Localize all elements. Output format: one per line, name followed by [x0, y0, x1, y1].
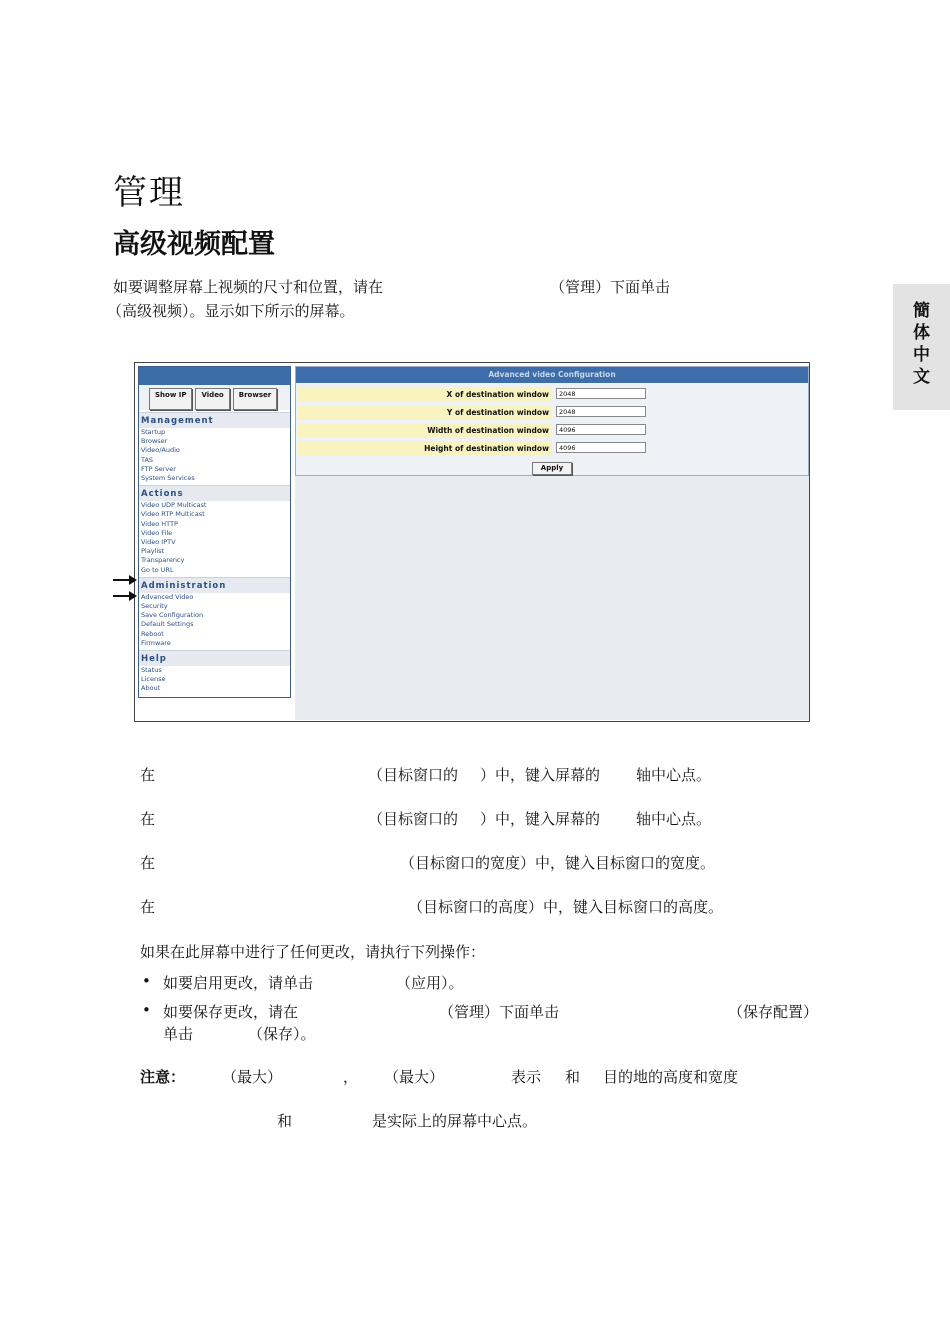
sidebar-item-browser[interactable]: Browser	[141, 437, 168, 446]
sidebar-item-startup[interactable]: Startup	[141, 428, 166, 436]
apply-button[interactable]: Apply	[532, 462, 572, 475]
step-4-text: （目标窗口的高度）中，键入目标窗口的高度。	[408, 898, 724, 916]
sidebar-item-tas[interactable]: TAS	[141, 455, 154, 464]
show-ip-button[interactable]: Show IP	[149, 388, 192, 410]
sidebar-item-security[interactable]: Security	[141, 602, 168, 611]
step-1-text-1: （目标窗口的	[368, 766, 459, 784]
sidebar-item-video-http[interactable]: Video HTTP	[141, 519, 178, 528]
note-text-2: 目的地的高度和宽度	[603, 1068, 739, 1086]
bullet-2-text-5: （保存）。	[248, 1025, 316, 1043]
ui-screenshot	[134, 362, 810, 722]
side-tab-char: 中	[913, 345, 930, 365]
y-destination-input[interactable]: 2048	[556, 406, 646, 417]
step-1-text-3: 轴中心点。	[636, 766, 712, 784]
bullet-2-text-4: 单击	[163, 1025, 194, 1043]
section-title: 高级视频配置	[113, 229, 275, 260]
note-and-2: 和	[277, 1112, 293, 1130]
step-2-text-2: ）中，键入屏幕的	[480, 810, 601, 828]
sidebar-item-save-configuration[interactable]: Save Configuration	[141, 611, 204, 620]
field-row-y	[298, 405, 806, 420]
bullet-icon: •	[142, 972, 151, 990]
sidebar-item-about[interactable]: About	[141, 684, 161, 693]
step-2-text-1: （目标窗口的	[368, 810, 459, 828]
side-tab-char: 簡	[913, 301, 930, 321]
page-title: 管理	[113, 173, 185, 213]
sidebar-item-system-services[interactable]: System Services	[141, 474, 195, 483]
sidebar-item-default-settings[interactable]: Default Settings	[141, 620, 194, 629]
sidebar-item-video-iptv[interactable]: Video IPTV	[141, 538, 176, 547]
sidebar-section-help: Help	[139, 650, 290, 666]
sidebar-item-status[interactable]: Status	[141, 666, 162, 675]
sidebar-item-playlist[interactable]: Playlist	[141, 547, 165, 556]
field-row-height	[298, 441, 806, 456]
sidebar-item-advanced-video[interactable]: Advanced Video	[141, 592, 194, 601]
width-destination-label: Width of destination window	[298, 423, 552, 438]
sidebar-section-management: Management	[139, 412, 290, 428]
step-1-text-2: ）中，键入屏幕的	[480, 766, 601, 784]
bullet-1-text-1: 如要启用更改，请单击	[163, 974, 314, 992]
note-text-3: 是实际上的屏幕中心点。	[372, 1112, 538, 1130]
note-max-1: （最大）	[222, 1068, 283, 1086]
field-row-x	[298, 387, 806, 402]
step-2-prefix: 在	[140, 810, 156, 828]
sidebar-item-license[interactable]: License	[141, 675, 166, 684]
step-3-text: （目标窗口的宽度）中，键入目标窗口的宽度。	[400, 854, 716, 872]
bullet-2-text-2: （管理）下面单击	[439, 1003, 560, 1021]
panel-title: Advanced video Configuration	[296, 367, 808, 383]
bullet-1-text-2: （应用）。	[396, 974, 464, 992]
field-row-width	[298, 423, 806, 438]
note-text-1: 表示	[511, 1068, 542, 1086]
note-comma: ，	[343, 1068, 359, 1086]
intro-line1-part2: （管理）下面单击	[550, 278, 671, 296]
bullet-icon: •	[142, 1001, 151, 1019]
height-destination-label: Height of destination window	[298, 441, 552, 456]
step-4-prefix: 在	[140, 898, 156, 916]
intro-line2: （高级视频）。显示如下所示的屏幕。	[107, 302, 355, 320]
note-max-2: （最大）	[384, 1068, 445, 1086]
bullet-2-text-1: 如要保存更改，请在	[163, 1003, 299, 1021]
sidebar-item-firmware[interactable]: Firmware	[141, 638, 171, 647]
x-destination-input[interactable]: 2048	[556, 388, 646, 399]
sidebar-item-video-rtp-multicast[interactable]: Video RTP Multicast	[141, 510, 205, 519]
sidebar-section-actions: Actions	[139, 485, 290, 501]
step-3-prefix: 在	[140, 854, 156, 872]
browser-button[interactable]: Browser	[233, 388, 277, 410]
note-and-1: 和	[565, 1068, 581, 1086]
sidebar-item-video-audio[interactable]: Video/Audio	[141, 446, 180, 455]
step-1-prefix: 在	[140, 766, 156, 784]
sidebar	[138, 366, 291, 698]
side-tab-char: 体	[913, 323, 930, 343]
arrow-right-icon	[113, 595, 135, 597]
intro-line1-part1: 如要调整屏幕上视频的尺寸和位置，请在	[113, 278, 384, 296]
language-side-tab	[893, 284, 950, 410]
sidebar-section-administration: Administration	[139, 577, 290, 593]
sidebar-header-bar	[139, 367, 290, 385]
bullet-2-text-3: （保存配置）	[728, 1003, 819, 1021]
sidebar-item-transparency[interactable]: Transparency	[141, 556, 185, 565]
note-label: 注意：	[140, 1068, 186, 1086]
width-destination-input[interactable]: 4096	[556, 424, 646, 435]
sidebar-item-video-file[interactable]: Video File	[141, 528, 173, 537]
sidebar-item-reboot[interactable]: Reboot	[141, 629, 164, 638]
height-destination-input[interactable]: 4096	[556, 442, 646, 453]
y-destination-label: Y of destination window	[298, 405, 552, 420]
x-destination-label: X of destination window	[298, 387, 552, 402]
sidebar-button-row	[139, 385, 290, 410]
side-tab-char: 文	[913, 367, 930, 387]
main-content	[295, 366, 809, 720]
sidebar-item-video-udp-multicast[interactable]: Video UDP Multicast	[141, 501, 207, 510]
advanced-video-panel	[295, 366, 809, 476]
arrow-right-icon	[113, 579, 135, 581]
step-2-text-3: 轴中心点。	[636, 810, 712, 828]
sidebar-item-ftp-server[interactable]: FTP Server	[141, 464, 176, 473]
video-button[interactable]: Video	[195, 388, 229, 410]
sidebar-item-go-to-url[interactable]: Go to URL	[141, 565, 174, 574]
changes-intro: 如果在此屏幕中进行了任何更改，请执行下列操作：	[140, 943, 486, 961]
